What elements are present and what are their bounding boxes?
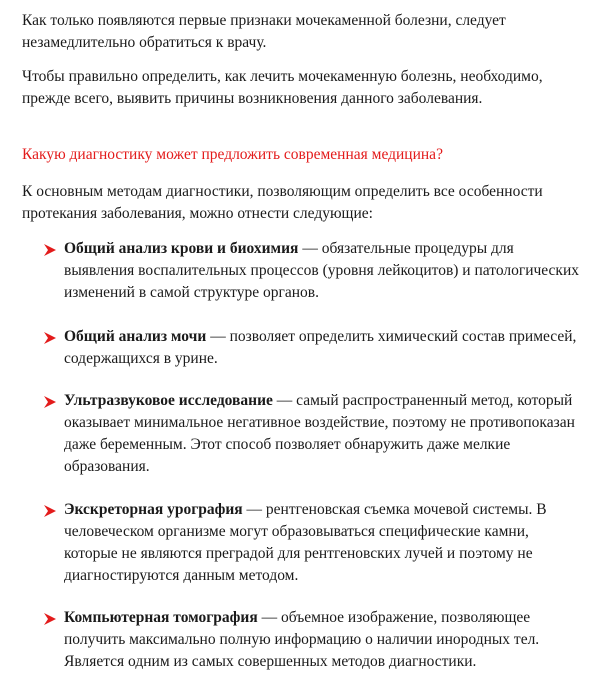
diagnostics-question-heading: Какую диагностику может предложить современная медицина?	[22, 146, 443, 163]
arrowhead-bullet-icon	[44, 607, 58, 629]
method-list-item	[44, 390, 584, 478]
method-description: — обязательные процедуры для выявления воспалительных процессов (уровня лейкоцитов) и патологических изменений в самой структуре органов.	[64, 240, 580, 301]
method-title: Компьютерная томография	[64, 609, 258, 626]
method-text	[64, 607, 584, 673]
method-title: Общий анализ крови и биохимия	[64, 240, 299, 257]
method-description: — рентгеновская съемка мочевой системы. В человеческом организме могут образовываться специфические камни, которые не являются преградой для рентгеновских лучей и поэтому не диагностируются данным методом.	[64, 501, 547, 584]
method-title: Экскреторная урография	[64, 501, 243, 518]
method-text	[64, 390, 584, 478]
method-list-item	[44, 238, 584, 304]
method-description: — самый распространенный метод, который оказывает минимальное негативное воздействие, поэтому не противопоказан даже беременным. Этот способ позволяет обнаружить даже мелкие образования.	[64, 392, 575, 475]
method-description: — позволяет определить химический состав примесей, содержащихся в урине.	[64, 328, 577, 367]
method-text	[64, 326, 584, 370]
method-list-item	[44, 326, 584, 370]
method-list-item	[44, 499, 584, 587]
method-list-item	[44, 607, 584, 673]
method-text	[64, 238, 584, 304]
intro-paragraph-2: Чтобы правильно определить, как лечить мочекаменную болезнь, необходимо, прежде всего, выявить причины возникновения данного заболевания.	[22, 68, 543, 107]
method-description: — объемное изображение, позволяющее получить максимально полную информацию о наличии инородных тел. Является одним из самых совершенных методов диагностики.	[64, 609, 540, 670]
method-title: Ультразвуковое исследование	[64, 392, 273, 409]
arrowhead-bullet-icon	[44, 499, 58, 521]
intro-paragraph-1: Как только появляются первые признаки мочекаменной болезни, следует незамедлительно обратиться к врачу.	[22, 12, 506, 51]
methods-lead-paragraph: К основным методам диагностики, позволяющим определить все особенности протекания заболевания, можно отнести следующие:	[22, 183, 543, 222]
arrowhead-bullet-icon	[44, 390, 58, 412]
arrowhead-bullet-icon	[44, 326, 58, 348]
method-text	[64, 499, 584, 587]
arrowhead-bullet-icon	[44, 238, 58, 260]
method-title: Общий анализ мочи	[64, 328, 207, 345]
